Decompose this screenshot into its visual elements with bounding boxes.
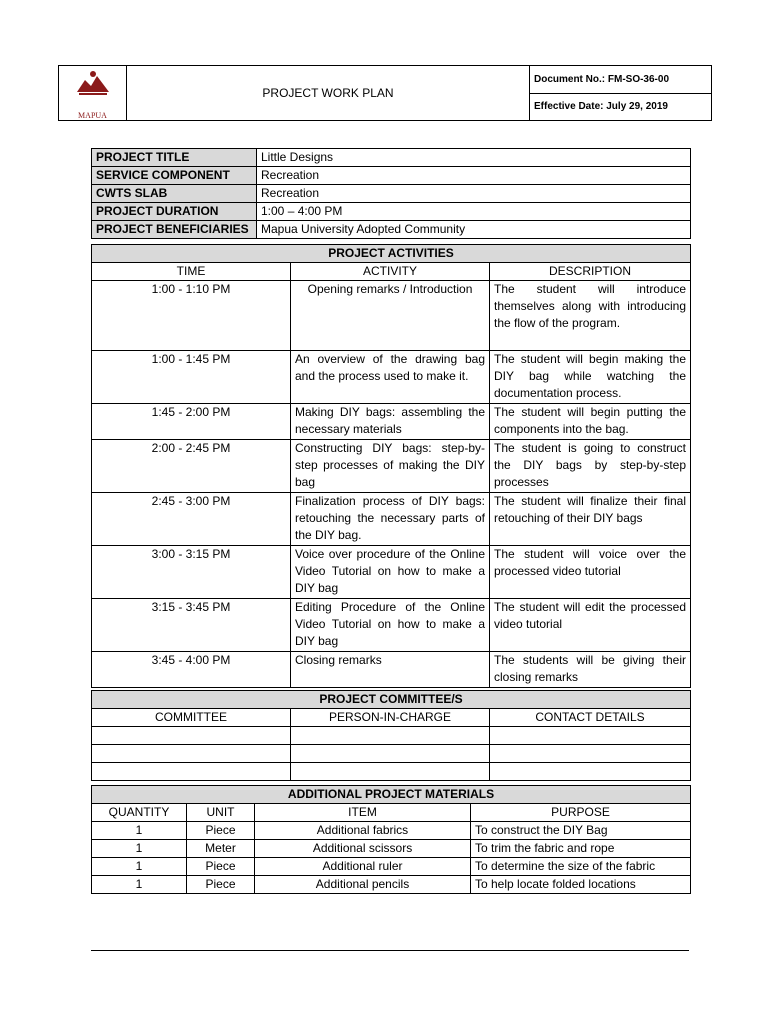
empty-cell <box>291 727 490 745</box>
table-row <box>92 546 691 599</box>
empty-cell <box>490 745 691 763</box>
table-row <box>92 727 691 745</box>
column-header: PERSON-IN-CHARGE <box>291 709 490 727</box>
info-value: Mapua University Adopted Community <box>257 221 691 239</box>
column-header: UNIT <box>187 804 255 822</box>
activity-name: Voice over procedure of the Online Video Tutorial on how to make a DIY bag <box>291 546 490 599</box>
project-committee-table <box>91 690 691 781</box>
activity-time: 3:00 - 3:15 PM <box>92 546 291 599</box>
table-row <box>92 221 691 239</box>
table-row <box>92 822 691 840</box>
document-number: Document No.: FM-SO-36-00 <box>530 66 712 94</box>
activity-name: Editing Procedure of the Online Video Tutorial on how to make a DIY bag <box>291 599 490 652</box>
info-label: CWTS SLAB <box>92 185 257 203</box>
logo-cell <box>59 66 127 121</box>
material-quantity: 1 <box>92 876 187 894</box>
activity-time: 1:00 - 1:10 PM <box>92 281 291 351</box>
activity-description: The student will voice over the processed video tutorial <box>490 546 691 599</box>
activity-name: Closing remarks <box>291 652 490 688</box>
activity-name: Constructing DIY bags: step-by-step processes of making the DIY bag <box>291 440 490 493</box>
effective-date: Effective Date: July 29, 2019 <box>530 93 712 121</box>
activity-description: The student will edit the processed video tutorial <box>490 599 691 652</box>
column-header: TIME <box>92 263 291 281</box>
table-row <box>92 745 691 763</box>
column-header: QUANTITY <box>92 804 187 822</box>
table-row <box>92 440 691 493</box>
material-item: Additional ruler <box>255 858 471 876</box>
activity-time: 3:15 - 3:45 PM <box>92 599 291 652</box>
section-title: PROJECT ACTIVITIES <box>92 245 691 263</box>
additional-materials-table <box>91 785 691 894</box>
material-item: Additional pencils <box>255 876 471 894</box>
logo-text: MAPUA <box>78 111 107 120</box>
section-title: ADDITIONAL PROJECT MATERIALS <box>92 786 691 804</box>
empty-cell <box>291 763 490 781</box>
table-row <box>92 351 691 404</box>
material-unit: Piece <box>187 876 255 894</box>
activity-description: The student will introduce themselves along with introducing the flow of the program. <box>490 281 691 351</box>
empty-cell <box>490 727 691 745</box>
project-activities-table <box>91 244 691 688</box>
material-unit: Piece <box>187 822 255 840</box>
table-row <box>92 149 691 167</box>
info-label: SERVICE COMPONENT <box>92 167 257 185</box>
activity-name: Finalization process of DIY bags: retouching the necessary parts of the DIY bag. <box>291 493 490 546</box>
material-purpose: To help locate folded locations <box>471 876 691 894</box>
project-info-table <box>91 148 691 239</box>
activity-name: Making DIY bags: assembling the necessary materials <box>291 404 490 440</box>
empty-cell <box>92 763 291 781</box>
activity-name: Opening remarks / Introduction <box>291 281 490 351</box>
empty-cell <box>490 763 691 781</box>
material-quantity: 1 <box>92 822 187 840</box>
column-header: ITEM <box>255 804 471 822</box>
empty-cell <box>92 727 291 745</box>
table-row <box>92 493 691 546</box>
empty-cell <box>92 745 291 763</box>
table-row <box>92 167 691 185</box>
table-row <box>92 840 691 858</box>
section-title: PROJECT COMMITTEE/S <box>92 691 691 709</box>
info-value: 1:00 – 4:00 PM <box>257 203 691 221</box>
table-row <box>92 876 691 894</box>
activity-description: The students will be giving their closing remarks <box>490 652 691 688</box>
material-purpose: To construct the DIY Bag <box>471 822 691 840</box>
table-row <box>92 281 691 351</box>
info-label: PROJECT BENEFICIARIES <box>92 221 257 239</box>
activity-description: The student is going to construct the DIY bags by step-by-step processes <box>490 440 691 493</box>
table-row <box>92 404 691 440</box>
activity-time: 1:45 - 2:00 PM <box>92 404 291 440</box>
material-item: Additional fabrics <box>255 822 471 840</box>
material-unit: Piece <box>187 858 255 876</box>
column-header: PURPOSE <box>471 804 691 822</box>
info-value: Recreation <box>257 185 691 203</box>
activity-time: 2:45 - 3:00 PM <box>92 493 291 546</box>
document-header <box>58 65 712 121</box>
table-row <box>92 652 691 688</box>
column-header: ACTIVITY <box>291 263 490 281</box>
mapua-logo-icon <box>71 66 115 110</box>
column-header: COMMITTEE <box>92 709 291 727</box>
info-label: PROJECT DURATION <box>92 203 257 221</box>
table-row <box>92 763 691 781</box>
material-purpose: To determine the size of the fabric <box>471 858 691 876</box>
material-quantity: 1 <box>92 858 187 876</box>
activity-time: 2:00 - 2:45 PM <box>92 440 291 493</box>
activity-description: The student will finalize their final retouching of their DIY bags <box>490 493 691 546</box>
activity-description: The student will begin putting the components into the bag. <box>490 404 691 440</box>
info-label: PROJECT TITLE <box>92 149 257 167</box>
empty-cell <box>291 745 490 763</box>
activity-description: The student will begin making the DIY bag while watching the documentation process. <box>490 351 691 404</box>
table-row <box>92 599 691 652</box>
material-unit: Meter <box>187 840 255 858</box>
activity-time: 1:00 - 1:45 PM <box>92 351 291 404</box>
activity-time: 3:45 - 4:00 PM <box>92 652 291 688</box>
material-purpose: To trim the fabric and rope <box>471 840 691 858</box>
material-quantity: 1 <box>92 840 187 858</box>
info-value: Recreation <box>257 167 691 185</box>
info-value: Little Designs <box>257 149 691 167</box>
activity-name: An overview of the drawing bag and the process used to make it. <box>291 351 490 404</box>
column-header: DESCRIPTION <box>490 263 691 281</box>
column-header: CONTACT DETAILS <box>490 709 691 727</box>
footer-divider <box>91 950 689 951</box>
material-item: Additional scissors <box>255 840 471 858</box>
page-title: PROJECT WORK PLAN <box>127 66 530 121</box>
table-row <box>92 203 691 221</box>
table-row <box>92 858 691 876</box>
table-row <box>92 185 691 203</box>
